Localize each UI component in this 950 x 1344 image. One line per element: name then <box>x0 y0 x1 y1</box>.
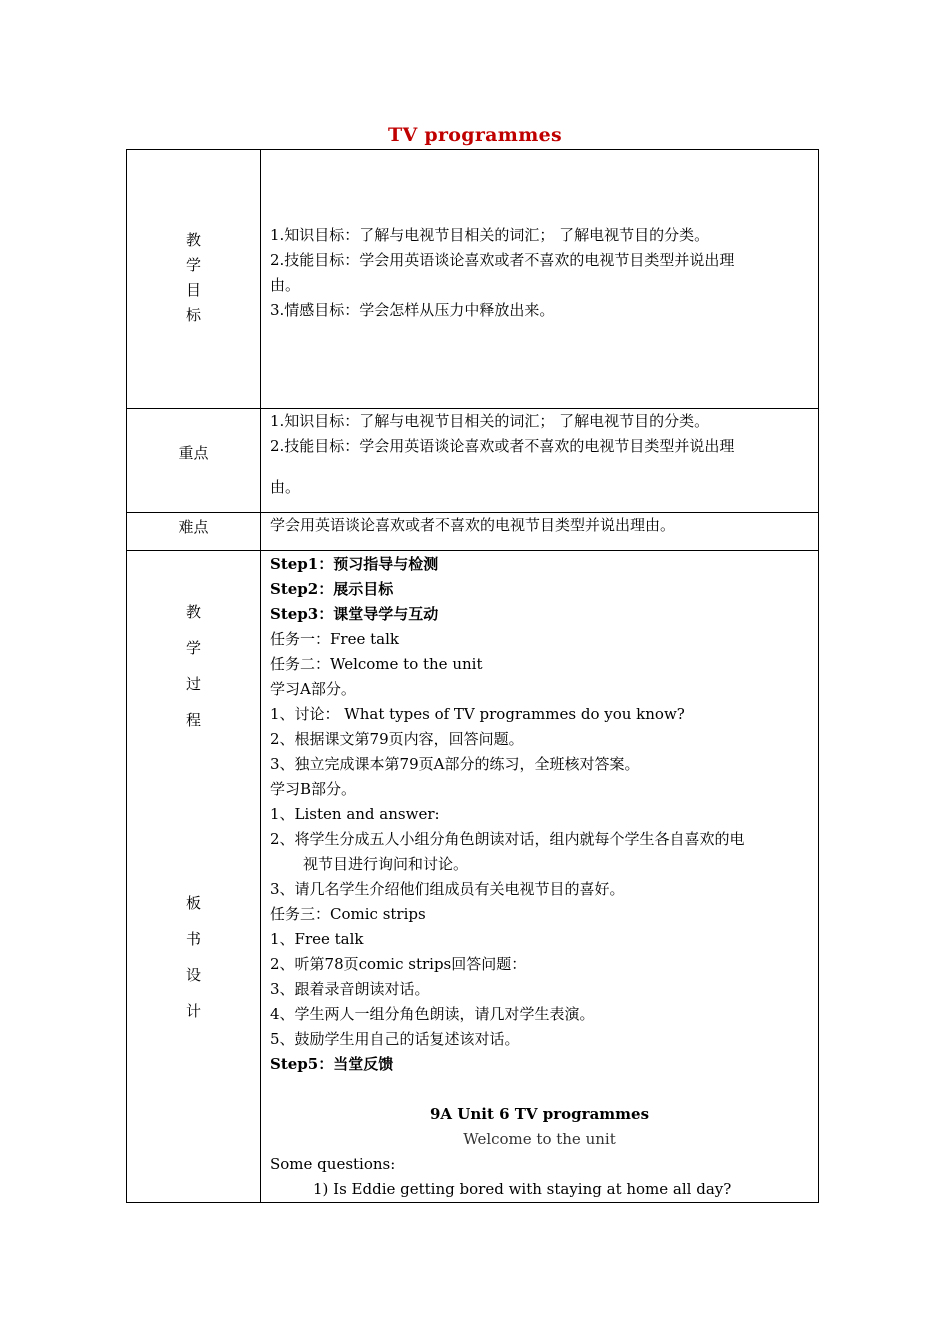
objectives-label-char: 学 <box>185 256 201 274</box>
key-point-line: 2.技能目标：学会用英语谈论喜欢或者不喜欢的电视节目类型并说出理 <box>270 437 735 455</box>
process-label-char: 程 <box>185 711 201 729</box>
blank-spacer <box>261 1077 818 1102</box>
difficulties-content-cell <box>261 513 819 551</box>
process-label-cell <box>127 551 261 1203</box>
process-line: 1、Free talk <box>270 930 364 948</box>
process-line: 5、鼓励学生用自己的话复述该对话。 <box>270 1030 520 1048</box>
board-questions-label: Some questions: <box>270 1155 396 1173</box>
difficulties-row <box>127 513 819 551</box>
board-subtitle: Welcome to the unit <box>463 1130 616 1148</box>
objectives-label-char: 教 <box>185 231 201 249</box>
board-label-char: 设 <box>185 966 201 984</box>
board-label <box>127 738 260 1029</box>
process-line: 2、听第78页comic strips回答问题： <box>270 955 527 973</box>
key-points-row <box>127 409 819 513</box>
process-row <box>127 551 819 1203</box>
step-heading: Step3：课堂导学与互动 <box>270 605 439 623</box>
process-line: 视节目进行询问和讨论。 <box>303 855 469 873</box>
process-line: 1、讨论： What types of TV programmes do you know? <box>270 705 685 723</box>
process-label-char: 过 <box>185 675 201 693</box>
step-heading: Step5：当堂反馈 <box>270 1055 394 1073</box>
objective-line: 3.情感目标：学会怎样从压力中释放出来。 <box>270 301 555 319</box>
process-line: 2、根据课文第79页内容，回答问题。 <box>270 730 524 748</box>
objectives-label-char: 目 <box>185 281 201 299</box>
process-content-cell <box>261 551 819 1203</box>
board-label-char: 书 <box>185 930 201 948</box>
objective-line: 1.知识目标：了解与电视节目相关的词汇； 了解电视节目的分类。 <box>270 226 710 244</box>
process-label-char: 教 <box>185 603 201 621</box>
step-heading: Step2：展示目标 <box>270 580 394 598</box>
process-line: 1、Listen and answer: <box>270 805 440 823</box>
process-label-char: 学 <box>185 639 201 657</box>
key-point-line: 1.知识目标：了解与电视节目相关的词汇； 了解电视节目的分类。 <box>270 412 710 430</box>
process-line: 任务三：Comic strips <box>270 905 426 923</box>
process-line: 3、独立完成课本第79页A部分的练习，全班核对答案。 <box>270 755 640 773</box>
objectives-label <box>127 150 260 328</box>
difficulties-text: 学会用英语谈论喜欢或者不喜欢的电视节目类型并说出理由。 <box>270 516 676 534</box>
objectives-content-cell <box>261 150 819 409</box>
difficulties-label-cell <box>127 513 261 551</box>
key-points-label: 重点 <box>178 444 209 462</box>
key-points-content-cell <box>261 409 819 513</box>
process-line: 3、请几名学生介绍他们组成员有关电视节目的喜好。 <box>270 880 625 898</box>
board-title: 9A Unit 6 TV programmes <box>429 1105 650 1123</box>
lesson-plan-table <box>126 149 819 1203</box>
key-point-line: 由。 <box>270 478 301 496</box>
page-title: TV programmes <box>388 124 562 146</box>
objectives-row <box>127 150 819 409</box>
board-label-char: 板 <box>185 894 201 912</box>
key-points-label-cell <box>127 409 261 513</box>
process-line: 学习A部分。 <box>270 680 356 698</box>
objectives-label-char: 标 <box>185 306 201 324</box>
process-line: 任务二：Welcome to the unit <box>270 655 483 673</box>
process-line: 学习B部分。 <box>270 780 357 798</box>
board-question: 1) Is Eddie getting bored with staying at home all day? <box>313 1180 732 1198</box>
objective-line: 2.技能目标：学会用英语谈论喜欢或者不喜欢的电视节目类型并说出理 <box>270 251 735 269</box>
objectives-label-cell <box>127 150 261 409</box>
objective-line: 由。 <box>270 276 301 294</box>
process-line: 任务一：Free talk <box>270 630 399 648</box>
process-line: 2、将学生分成五人小组分角色朗读对话，组内就每个学生各自喜欢的电 <box>270 830 745 848</box>
difficulties-label: 难点 <box>178 518 209 536</box>
process-line: 3、跟着录音朗读对话。 <box>270 980 430 998</box>
process-label <box>127 551 260 738</box>
step-heading: Step1：预习指导与检测 <box>270 555 439 573</box>
board-label-char: 计 <box>185 1002 201 1020</box>
process-line: 4、学生两人一组分角色朗读，请几对学生表演。 <box>270 1005 595 1023</box>
